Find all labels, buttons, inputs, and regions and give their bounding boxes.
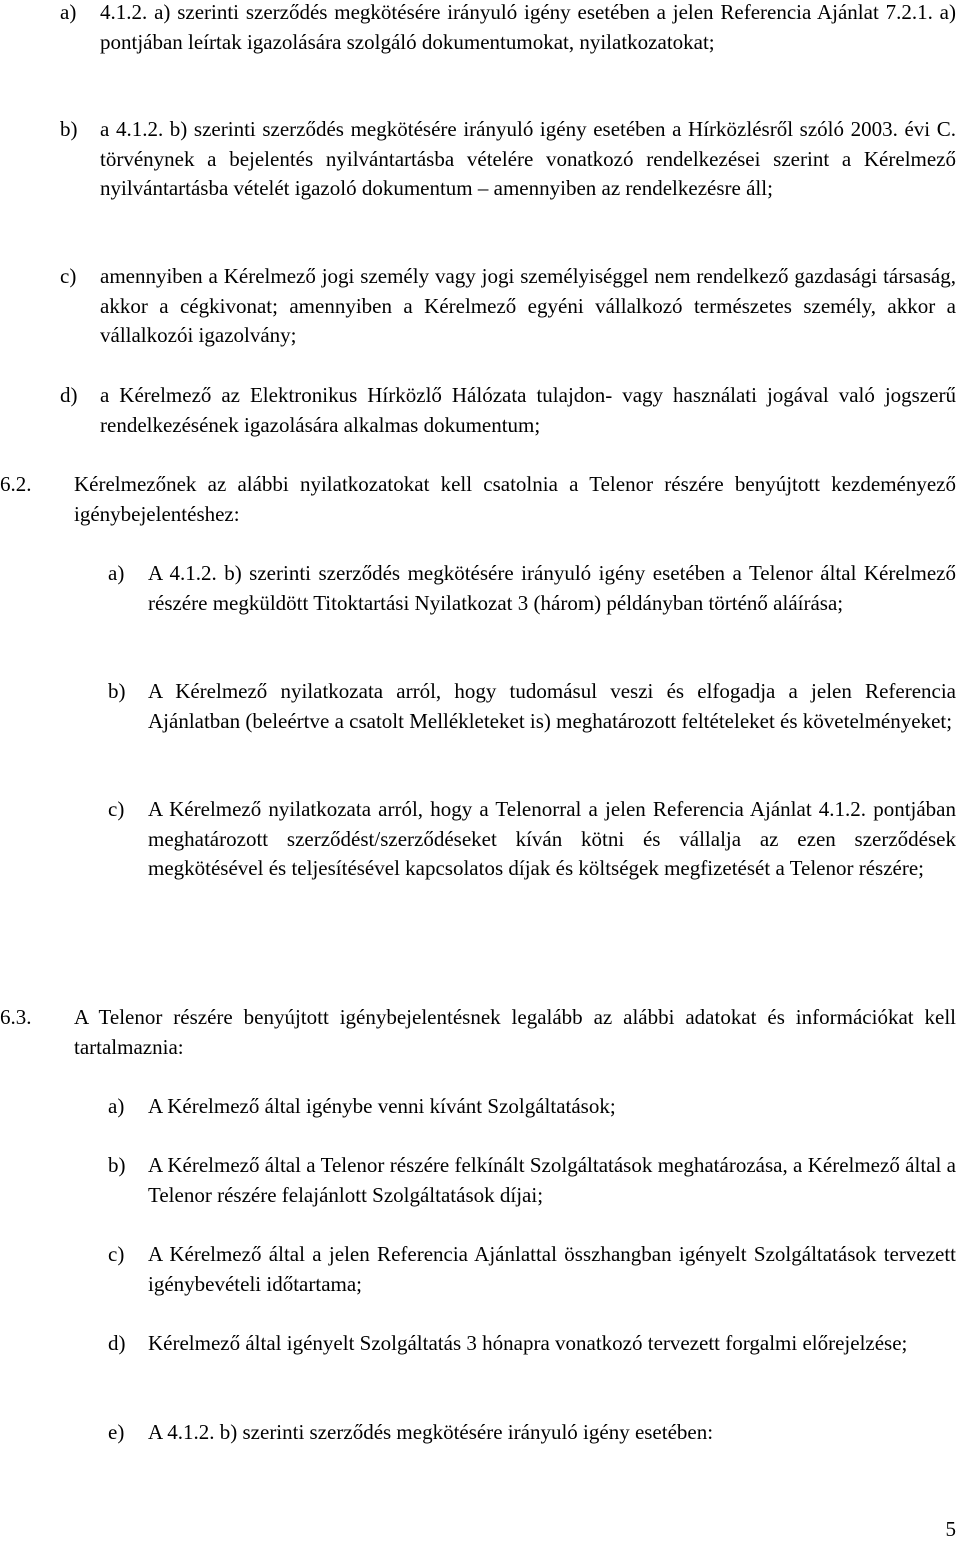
list-item-text: A Kérelmező nyilatkozata arról, hogy a Telenorral a jelen Referencia Ajánlat 4.1.2. pontjában meghatározott szerződést/szerződéseket kíván kötni és vállalja az ezen szerződések megkötésével és teljesítésével kapcsolatos díjak és költségek megfizetését a Telenor részére;: [148, 797, 956, 880]
list-marker: a): [108, 561, 125, 585]
list-marker: c): [108, 1242, 125, 1266]
section-number: 6.2.: [0, 472, 32, 496]
section-6-3-item-c: [108, 1240, 956, 1299]
list-item-a: [60, 0, 956, 57]
list-item-c: [60, 262, 956, 351]
list-marker: b): [108, 1153, 126, 1177]
list-item-text: amennyiben a Kérelmező jogi személy vagy jogi személyiséggel nem rendelkező gazdasági társaság, akkor a cégkivonat; amennyiben a Kérelmező egyéni vállalkozó természetes személy, akkor a vállalkozói igazolvány;: [100, 264, 956, 347]
section-6-3-item-a: [108, 1092, 956, 1122]
list-item-text: A 4.1.2. b) szerinti szerződés megkötésére irányuló igény esetében a Telenor által Kérelmező részére megküldött Titoktartási Nyilatkozat 3 (három) példányban történő aláírása;: [148, 561, 956, 615]
section-6-3-item-e: [108, 1418, 956, 1448]
section-6-3-heading: [0, 1003, 956, 1062]
list-marker: a): [60, 0, 77, 24]
section-6-2-item-c: [108, 795, 956, 884]
section-6-3-item-d: [108, 1329, 956, 1359]
list-item-d: [60, 381, 956, 440]
list-item-text: A Kérelmező nyilatkozata arról, hogy tudomásul veszi és elfogadja a jelen Referencia Ajánlatban (beleértve a csatolt Mellékleteket is) meghatározott feltételeket és követelményeket;: [148, 679, 956, 733]
list-marker: b): [60, 117, 78, 141]
list-marker: e): [108, 1420, 125, 1444]
list-item-text: 4.1.2. a) szerinti szerződés megkötésére irányuló igény esetében a jelen Referencia Ajánlat 7.2.1. a) pontjában leírtak igazolására szolgáló dokumentumokat, nyilatkozatokat;: [100, 0, 956, 54]
list-item-text: a 4.1.2. b) szerinti szerződés megkötésére irányuló igény esetében a Hírközlésről szóló 2003. évi C. törvénynek a bejelentés nyilvántartásba vételére vonatkozó rendelkezései szerint a Kérelmező nyilvántartásba vételét igazoló dokumentum – amennyiben az rendelkezésre áll;: [100, 117, 956, 200]
page-number: 5: [945, 1517, 956, 1541]
list-marker: d): [108, 1331, 126, 1355]
list-item-text: A 4.1.2. b) szerinti szerződés megkötésére irányuló igény esetében:: [148, 1420, 714, 1444]
section-6-2-heading: [0, 470, 956, 529]
list-item-text: A Kérelmező által a jelen Referencia Ajánlattal összhangban igényelt Szolgáltatások tervezett igénybevételi időtartama;: [148, 1242, 956, 1296]
list-item-text: a Kérelmező az Elektronikus Hírközlő Hálózata tulajdon- vagy használati jogával való jogszerű rendelkezésének igazolására alkalmas dokumentum;: [100, 383, 956, 437]
list-item-text: A Kérelmező által igénybe venni kívánt Szolgáltatások;: [148, 1094, 616, 1118]
list-marker: b): [108, 679, 126, 703]
list-marker: c): [60, 264, 77, 288]
list-marker: c): [108, 797, 125, 821]
section-number: 6.3.: [0, 1005, 32, 1029]
list-marker: d): [60, 383, 78, 407]
section-6-2-item-b: [108, 677, 956, 736]
list-item-b: [60, 115, 956, 204]
section-6-2-item-a: [108, 559, 956, 618]
list-item-text: A Kérelmező által a Telenor részére felkínált Szolgáltatások meghatározása, a Kérelmező által a Telenor részére felajánlott Szolgáltatások díjai;: [148, 1153, 956, 1207]
section-text: A Telenor részére benyújtott igénybejelentésnek legalább az alábbi adatokat és információkat kell tartalmaznia:: [74, 1005, 956, 1059]
section-text: Kérelmezőnek az alábbi nyilatkozatokat kell csatolnia a Telenor részére benyújtott kezdeményező igénybejelentéshez:: [74, 472, 956, 526]
list-item-text: Kérelmező által igényelt Szolgáltatás 3 hónapra vonatkozó tervezett forgalmi előrejelzése;: [148, 1331, 908, 1355]
list-marker: a): [108, 1094, 125, 1118]
section-6-3-item-b: [108, 1151, 956, 1210]
